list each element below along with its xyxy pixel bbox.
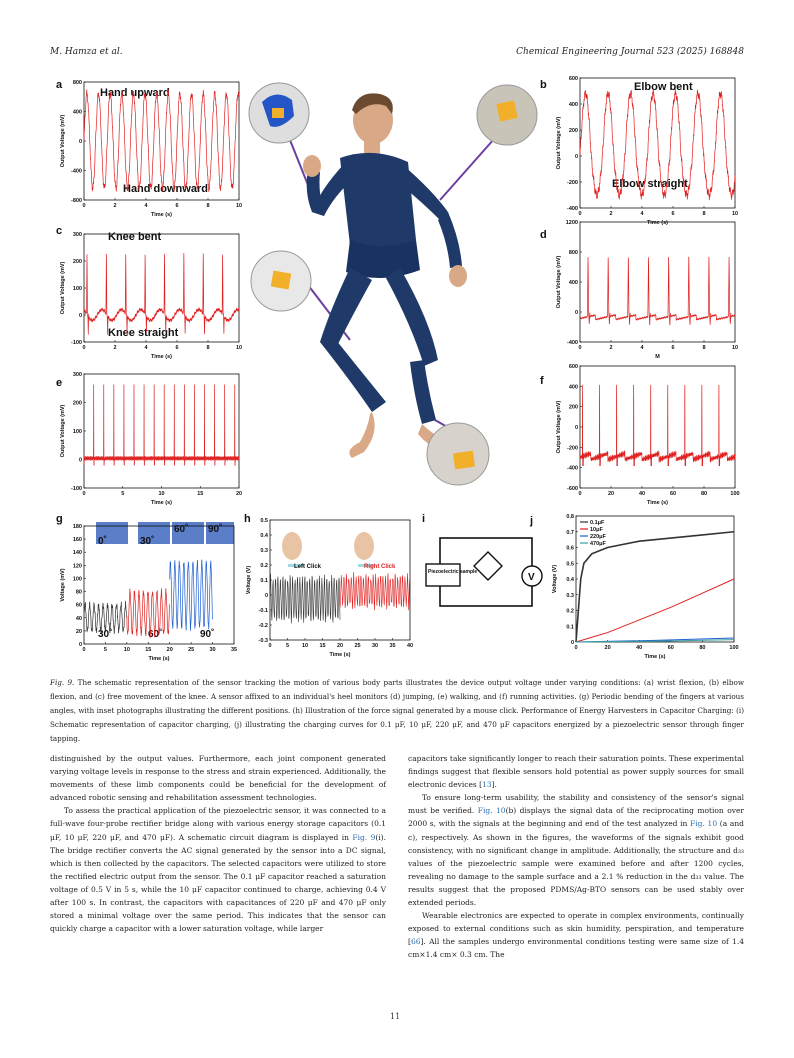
y-tick-label: -800 [70, 198, 82, 204]
body-paragraph [408, 752, 744, 791]
y-tick-label: 200 [568, 404, 578, 411]
x-tick-label: 2 [113, 203, 117, 209]
panel-letter-i: i [422, 513, 426, 525]
runner-hand-right [449, 265, 467, 287]
figure-caption [50, 676, 744, 746]
x-tick-label: 8 [702, 345, 706, 351]
chart-j [530, 510, 740, 670]
plot-frame [580, 222, 735, 342]
body-paragraph [50, 752, 386, 804]
x-tick-label: 15 [319, 643, 326, 649]
x-tick-label: 4 [640, 345, 644, 351]
y-tick-label: 600 [568, 76, 578, 82]
x-tick-label: 8 [206, 203, 210, 209]
chart-f [540, 366, 740, 506]
x-tick-label: 0 [82, 647, 86, 653]
runner-shin-right [410, 360, 436, 424]
panel-h [244, 510, 420, 670]
x-tick-label: 30 [371, 643, 379, 649]
legend-label: 0.1μF [590, 520, 605, 526]
x-tick-label: 4 [144, 203, 148, 209]
y-axis-label: Output Voltage (mV) [556, 255, 562, 309]
panel-j [530, 510, 740, 670]
x-tick-label: 2 [609, 211, 613, 217]
y-axis-label: Output Voltage (mV) [60, 261, 66, 315]
y-tick-label: 400 [72, 109, 82, 116]
chart-h [244, 510, 420, 670]
inset-wrist-photo [248, 82, 310, 144]
inset-knee-photo [250, 250, 312, 312]
x-tick-label: 15 [145, 647, 152, 653]
body-text: To assess the practical application of the piezoelectric sensor, it was connected to a full-wave four-probe rectifier bridge along with various energy storage capacitors (0.1 μF, 10 μF, 220 μF, and 470 μF). A schematic circuit diagram is displayed in [50, 806, 386, 842]
x-axis-label: Time (s) [151, 500, 172, 506]
y-axis-label: Voltage (mV) [60, 568, 66, 602]
x-tick-label: 20 [166, 647, 173, 653]
runner-thigh-right [386, 268, 438, 366]
y-tick-label: -100 [70, 486, 82, 492]
x-tick-label: 20 [336, 643, 344, 649]
y-tick-label: 140 [72, 550, 82, 557]
x-tick-label: 35 [389, 643, 396, 649]
legend-label: 470μF [590, 541, 606, 547]
x-axis-label: Time (s) [647, 220, 668, 226]
y-tick-label: 0.2 [260, 563, 268, 569]
sensor-patch [272, 108, 284, 118]
annotation-knee-straight: Knee straight [108, 327, 179, 339]
panel-a [50, 74, 245, 224]
x-axis-label: M [655, 354, 660, 360]
x-tick-label: 35 [230, 647, 238, 653]
x-tick-label: 2 [113, 345, 117, 351]
x-tick-label: 5 [285, 643, 290, 649]
y-tick-label: 0.8 [566, 514, 574, 520]
y-tick-label: 0.1 [260, 578, 268, 584]
x-tick-label: 0 [578, 345, 582, 351]
y-tick-label: 180 [72, 524, 82, 530]
x-tick-label: 100 [730, 491, 740, 497]
x-tick-label: 15 [197, 491, 204, 497]
body-text: (b) displays the signal data of the reciprocating motion over 2000 s, with the signals at the beginning and end of the test analyzed in [408, 806, 745, 829]
panel-letter-h: h [244, 513, 251, 525]
y-tick-label: 400 [568, 280, 578, 286]
panel-c [50, 222, 245, 370]
reference-link[interactable]: Fig. 10 [690, 819, 718, 829]
inset-heel [426, 422, 490, 486]
runner-shin-left [320, 340, 386, 412]
reference-link[interactable]: Fig. 9 [352, 832, 376, 842]
panel-e [50, 370, 245, 508]
y-tick-label: 0.4 [260, 533, 268, 539]
x-tick-label: 80 [700, 491, 708, 497]
x-tick-label: 0 [82, 345, 86, 351]
y-tick-label: 40 [75, 615, 82, 622]
y-tick-label: 160 [72, 537, 82, 544]
annotation-elbow-straight: Elbow straight [612, 178, 688, 190]
left-click-label: Left Click [294, 564, 322, 570]
left-click-hand-icon [282, 532, 302, 560]
y-tick-label: -0.2 [258, 623, 268, 629]
y-tick-label: 0.2 [566, 608, 574, 615]
x-tick-label: 8 [206, 345, 210, 351]
annotation-hand-downward: Hand downward [123, 183, 208, 195]
g-label-60: 60˚ [148, 629, 163, 640]
y-tick-label: 0.7 [566, 529, 574, 536]
y-tick-label: 0.4 [566, 577, 574, 583]
x-axis-label: Time (s) [151, 212, 172, 218]
x-tick-label: 6 [671, 211, 675, 217]
y-tick-label: 60 [75, 602, 82, 609]
annotation-knee-bent: Knee bent [108, 231, 162, 243]
y-axis-label: Output Voltage (mV) [556, 116, 562, 170]
runner-foot-left [349, 412, 374, 458]
series-line [576, 532, 734, 642]
panel-letter-j: j [530, 515, 534, 527]
x-tick-label: 0 [268, 643, 272, 649]
panel-i [420, 510, 550, 640]
body-text: ]. All the samples undergo environmental conditions testing were same size of 1.4 cm×1.4 cm× 0.3 cm. The [408, 937, 744, 960]
y-tick-label: -0.3 [258, 638, 268, 644]
y-tick-label: 20 [75, 628, 82, 635]
inset-wrist [248, 82, 310, 144]
series-line [580, 385, 735, 466]
panel-d [540, 222, 740, 370]
y-tick-label: 0.3 [260, 548, 268, 554]
y-tick-label: -400 [566, 340, 578, 346]
chart-g [50, 510, 240, 670]
x-tick-label: 100 [729, 645, 739, 651]
x-tick-label: 10 [235, 203, 243, 209]
x-tick-label: 8 [702, 211, 706, 217]
chart-c [50, 222, 245, 370]
x-tick-label: 0 [578, 211, 582, 217]
page-number: 11 [390, 1012, 401, 1021]
plot-frame [84, 374, 239, 488]
x-tick-label: 10 [301, 643, 309, 649]
panel-letter-f: f [540, 375, 544, 387]
body-text: ]. [491, 780, 497, 790]
reference-link[interactable]: Fig. 10 [477, 806, 506, 816]
y-tick-label: 0 [78, 313, 82, 319]
body-text: Wearable electronics are expected to operate in complex environments, continually exposed to external conditions such as skin humidity, perspiration, and temperature [ [408, 911, 744, 947]
sensor-patch [496, 100, 517, 121]
g-angle-60: 60˚ [174, 524, 189, 535]
legend-label: 220μF [590, 534, 606, 540]
g-label-90: 90˚ [200, 629, 215, 640]
x-tick-label: 0 [574, 645, 578, 651]
annotation-hand-upward: Hand upward [100, 87, 170, 99]
panel-letter-a: a [56, 79, 63, 91]
annotation-elbow-bent: Elbow bent [634, 81, 693, 93]
chart-b [540, 74, 740, 224]
x-tick-label: 20 [604, 645, 611, 651]
x-tick-label: 2 [609, 345, 613, 351]
piezo-sample-label: Piezoelectric sample [428, 569, 478, 575]
y-tick-label: 400 [568, 384, 578, 391]
y-tick-label: 0 [574, 154, 578, 160]
y-tick-label: -400 [70, 168, 82, 175]
x-axis-label: Time (s) [647, 500, 668, 506]
x-axis-label: Time (s) [148, 656, 170, 662]
y-tick-label: 0 [574, 425, 578, 431]
y-tick-label: 800 [568, 250, 578, 256]
series-line [340, 572, 410, 610]
g-angle-90: 90˚ [208, 524, 223, 535]
x-axis-label: Time (s) [329, 652, 351, 658]
chart-d [540, 222, 740, 370]
x-tick-label: 5 [103, 647, 107, 653]
inset-heel-photo [426, 422, 490, 486]
body-paragraph [408, 909, 744, 961]
x-axis-label: Time (s) [644, 654, 666, 660]
body-paragraph [50, 804, 386, 935]
x-tick-label: 10 [158, 491, 165, 497]
y-tick-label: 0.1 [566, 624, 574, 631]
caption-label: Fig. 9. [50, 678, 75, 687]
series-line [580, 257, 735, 325]
y-tick-label: 0 [78, 139, 82, 145]
x-tick-label: 25 [354, 643, 361, 649]
runner-forearm-left [307, 170, 324, 216]
body-text: distinguished by the output values. Furthermore, each joint component generated varying voltage levels in response to the stress and strain experienced. Additionally, the movements of these limb components could be beneficial for the development of advanced robotic sensing and rehabilitation assessment technologies. [50, 754, 386, 803]
series-line [170, 560, 213, 631]
x-tick-label: 10 [731, 211, 739, 217]
chart-a [50, 74, 245, 224]
y-tick-label: 0.5 [566, 561, 574, 568]
y-tick-label: 0.3 [566, 592, 574, 599]
sensor-patch [271, 271, 292, 290]
y-tick-label: -0.1 [258, 608, 268, 614]
y-tick-label: 200 [72, 400, 82, 407]
x-tick-label: 4 [144, 345, 148, 351]
x-tick-label: 30 [209, 647, 216, 653]
inset-elbow-photo [476, 84, 538, 146]
x-tick-label: 40 [638, 491, 646, 497]
x-tick-label: 0 [82, 491, 86, 497]
panel-letter-d: d [540, 229, 547, 241]
x-tick-label: 20 [607, 491, 615, 497]
rectifier-bridge [474, 552, 502, 580]
panel-letter-c: c [56, 225, 63, 237]
y-tick-label: -100 [70, 340, 82, 346]
y-tick-label: 0 [78, 457, 82, 464]
caption-text: The schematic representation of the sensor tracking the motion of various body parts illustrates the device output voltage under varying conditions: (a) wrist flexion, (b) elbow flexion, and (c) free movement of the knee. A sensor affixed to an individual's heel monitors (d) jumping, (e) walking, and (f) running activities. (g) Periodic bending of the fingers at various angles, with inset photographs illustrating the different positions. (h) Illustration of the force signal generated by a mouse click. Performance of Energy Harvesters in Capacitor Charging: (i) Schematic representation of capacitor charging, (j) illustrating the charging curves for 0.1 μF, 10 μF, 220 μF, and 470 μF capacitors energized by a piezoelectric sensor through finger tapping. [50, 678, 744, 743]
reference-link[interactable]: 13 [482, 780, 492, 790]
body-text: capacitors take significantly longer to reach their saturation points. These experimental findings suggest that flexible sensors hold potential as power supply sources for small electronic devices [ [408, 754, 744, 790]
runner-hand-left [303, 155, 321, 177]
series-line [84, 90, 239, 192]
y-tick-label: 0 [78, 642, 82, 648]
x-tick-label: 6 [175, 203, 179, 209]
right-click-hand-icon [354, 532, 374, 560]
inset-elbow [476, 84, 538, 146]
right-click-label: Right Click [364, 564, 396, 570]
y-tick-label: 0 [264, 593, 268, 599]
y-tick-label: 400 [568, 102, 578, 108]
y-tick-label: 200 [72, 259, 82, 265]
running-header-authors: M. Hamza et al. [50, 47, 123, 57]
runner-forearm-right [438, 212, 462, 268]
legend-label: 10μF [590, 527, 603, 533]
y-axis-label: Output Voltage (mV) [556, 400, 562, 454]
x-tick-label: 10 [235, 345, 243, 351]
y-tick-label: -200 [566, 445, 578, 452]
x-tick-label: 5 [121, 491, 125, 497]
y-tick-label: 1200 [565, 220, 578, 226]
running-header-journal: Chemical Engineering Journal 523 (2025) 168848 [516, 47, 744, 57]
g-label-30: 30˚ [98, 629, 113, 640]
reference-link[interactable]: 66 [410, 937, 421, 947]
x-tick-label: 40 [636, 645, 643, 651]
y-tick-label: 80 [75, 589, 82, 596]
x-tick-label: 20 [235, 491, 243, 497]
y-axis-label: Output Voltage (mV) [60, 404, 66, 458]
y-tick-label: -200 [566, 180, 578, 186]
panel-letter-e: e [56, 377, 63, 389]
x-tick-label: 60 [669, 491, 677, 497]
y-tick-label: 0 [574, 310, 578, 316]
body-text: (a and c), respectively. As shown in the figures, the waveforms of the signals exhibit good consistency, with no significant change in amplitude. Additionally, the structure and d₃₃ values of the piezoelectric sample were examined before and after 1200 cycles, revealing no damage to the sample surface and a 2.1 % reduction in the d₃₃ value. The results suggest that the proposed PDMS/Ag-BTO sensors can be used stably over extended periods. [408, 819, 744, 908]
y-tick-label: 100 [72, 576, 82, 583]
x-tick-label: 0 [82, 203, 86, 209]
series-line [84, 253, 239, 335]
x-tick-label: 0 [578, 491, 582, 497]
x-tick-label: 80 [699, 645, 706, 651]
y-tick-label: 0 [570, 640, 574, 646]
x-tick-label: 10 [731, 345, 739, 351]
x-tick-label: 25 [188, 647, 195, 653]
circuit-diagram [420, 510, 550, 640]
y-tick-label: 0.6 [566, 545, 574, 552]
chart-e [50, 370, 245, 508]
y-tick-label: -400 [566, 206, 578, 212]
y-tick-label: 300 [72, 372, 82, 378]
y-tick-label: 600 [568, 364, 578, 370]
y-tick-label: 300 [72, 232, 82, 238]
panel-f [540, 366, 740, 506]
body-paragraph [408, 791, 744, 909]
x-tick-label: 10 [123, 647, 130, 653]
series-line [270, 574, 340, 624]
x-axis-label: Time (s) [151, 354, 172, 360]
y-tick-label: 800 [72, 80, 82, 86]
sensor-patch [453, 451, 475, 470]
panel-letter-g: g [56, 513, 63, 525]
x-tick-label: 40 [406, 643, 414, 649]
body-text: To ensure long-term usability, the stability and consistency of the sensor's signal must be verified. [408, 793, 744, 816]
y-tick-label: 100 [72, 429, 82, 435]
y-tick-label: 0.5 [260, 518, 268, 524]
piezo-sample-box [426, 564, 460, 586]
x-tick-label: 6 [671, 345, 675, 351]
inset-knee [250, 250, 312, 312]
body-text: (i). The bridge rectifier converts the AC signal generated by the sensor into a DC signal, which is then collected by the capacitors. The selected capacitors were utilized to store the rectified electric output from the sensor. The 0.1 μF capacitor reached a saturation voltage of 0.5 V in 5 s, while the 10 μF capacitor continued to charge, achieving 0.4 V after 100 s. In contrast, the capacitors with capacitances of 220 μF and 470 μF only stored a minimal voltage over the same period. This indicates that the sensor can quickly charge a capacitor with a lower saturation voltage, while larger [50, 832, 386, 934]
g-angle-0: 0˚ [98, 536, 107, 547]
plot-frame [580, 366, 735, 488]
panel-letter-b: b [540, 79, 547, 91]
y-axis-label: Voltage (V) [552, 564, 558, 594]
panel-g [50, 510, 240, 670]
x-tick-label: 6 [175, 345, 179, 351]
body-column-right [408, 752, 744, 962]
g-angle-30: 30˚ [140, 536, 155, 547]
x-tick-label: 60 [667, 645, 674, 651]
y-tick-label: -400 [566, 465, 578, 472]
voltmeter-label: V [528, 572, 535, 583]
y-tick-label: 200 [568, 128, 578, 134]
runner-neck [364, 140, 380, 154]
y-axis-label: Output Voltage (mV) [60, 114, 66, 168]
panel-b [540, 74, 740, 224]
y-tick-label: 120 [72, 563, 82, 570]
series-line [84, 385, 239, 466]
y-axis-label: Voltage (V) [246, 565, 252, 595]
y-tick-label: -600 [566, 486, 578, 492]
body-column-left [50, 752, 386, 935]
y-tick-label: 100 [72, 286, 82, 292]
x-tick-label: 4 [640, 211, 644, 217]
series-line [576, 579, 734, 642]
